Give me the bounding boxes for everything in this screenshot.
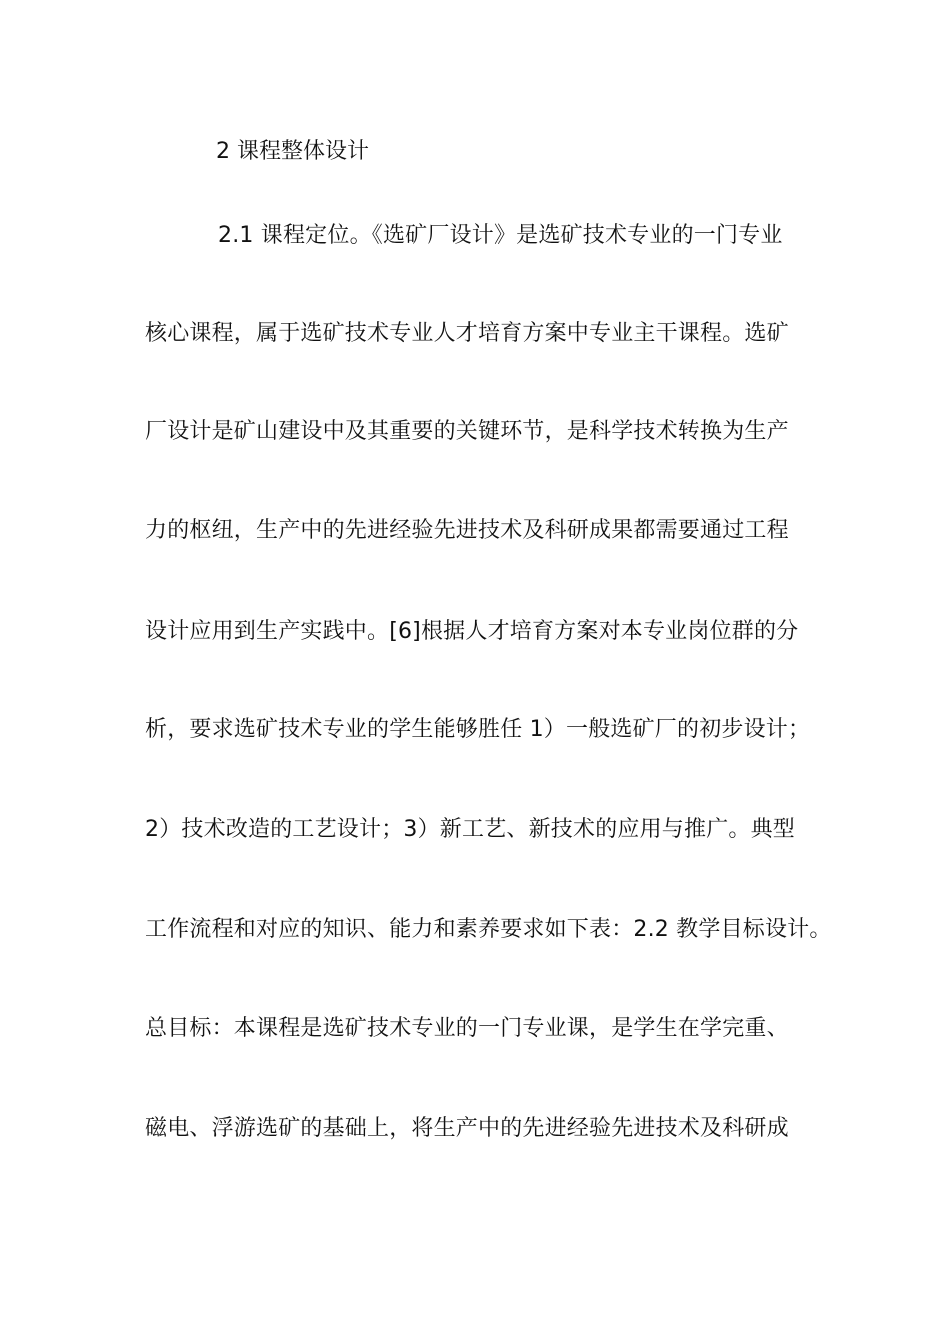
- paragraph-line: 磁电、浮游选矿的基础上，将生产中的先进经验先进技术及科研成: [145, 1116, 789, 1141]
- paragraph-line: 工作流程和对应的知识、能力和素养要求如下表：2.2 教学目标设计。: [145, 917, 832, 942]
- paragraph-line: 核心课程，属于选矿技术专业人才培育方案中专业主干课程。选矿: [145, 321, 789, 346]
- paragraph-line: 力的枢纽，生产中的先进经验先进技术及科研成果都需要通过工程: [145, 518, 789, 543]
- paragraph-line: 设计应用到生产实践中。[6]根据人才培育方案对本专业岗位群的分: [145, 619, 799, 644]
- paragraph-line: 总目标：本课程是选矿技术专业的一门专业课，是学生在学完重、: [145, 1016, 789, 1041]
- paragraph-line: 2）技术改造的工艺设计；3）新工艺、新技术的应用与推广。典型: [145, 817, 795, 842]
- paragraph-line: 析，要求选矿技术专业的学生能够胜任 1）一般选矿厂的初步设计；: [145, 717, 811, 742]
- paragraph-line: 2.1 课程定位。《选矿厂设计》是选矿技术专业的一门专业: [218, 223, 783, 248]
- paragraph-line: 厂设计是矿山建设中及其重要的关键环节，是科学技术转换为生产: [145, 419, 789, 444]
- section-heading: 2 课程整体设计: [216, 139, 369, 164]
